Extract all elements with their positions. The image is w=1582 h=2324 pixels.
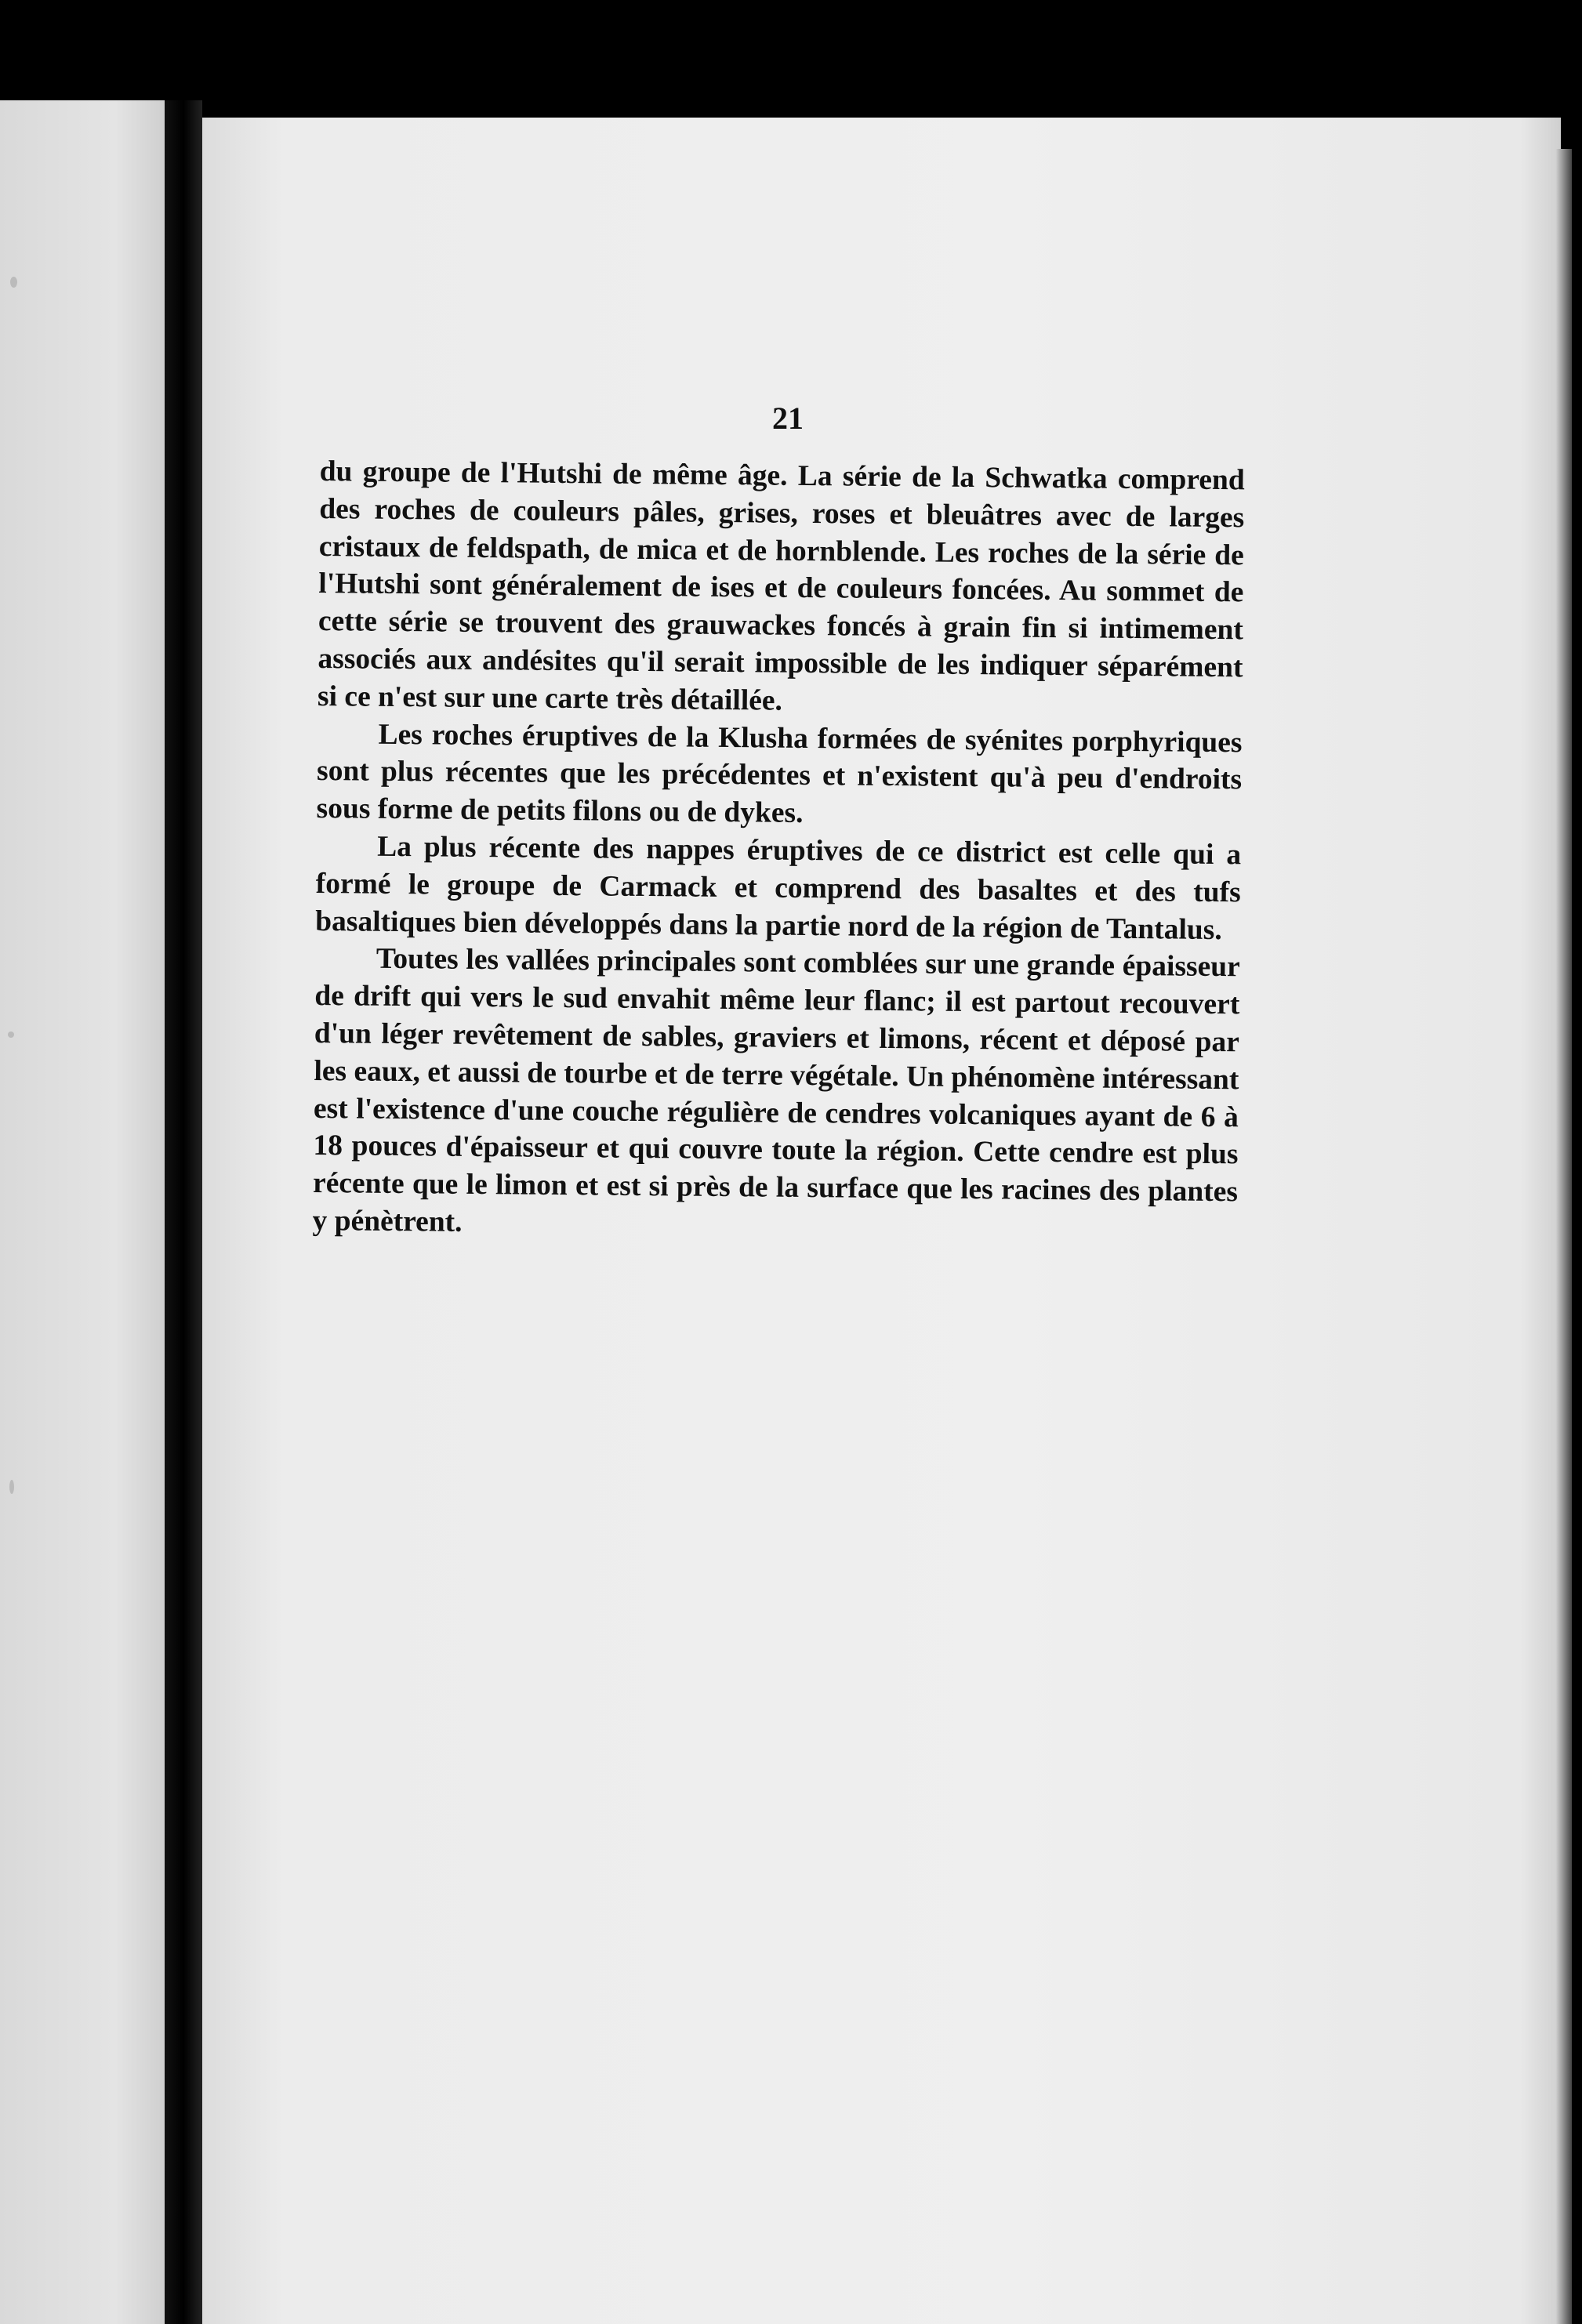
speck — [8, 1031, 14, 1038]
paragraph: La plus récente des nappes éruptives de ce district est celle qui a formé le groupe de Carmack et comprend des basaltes et des tufs basaltiques bien développés dans la partie nord de la région de Tantalus. — [315, 830, 1242, 946]
page-right-edge — [1556, 149, 1572, 2324]
paragraph: du groupe de l'Hutshi de même âge. La série de la Schwatka comprend des roches de couleurs pâles, grises, roses et bleuâtres avec de larges cristaux de feldspath, de mica et de hornblende. Les roches de la série de l'Hutshi sont généralement de ises et de couleurs foncées. Au sommet de cette série se trouvent des grauwackes foncés à grain fin si intimement associés aux andésites qu'il serait impossible de les indiquer séparément si ce n'est sur une carte très détaillée. — [317, 455, 1245, 717]
page-number: 21 — [772, 401, 804, 436]
body-text — [312, 453, 1245, 1249]
speck — [9, 1480, 14, 1494]
speck — [10, 277, 17, 288]
paragraph: Les roches éruptives de la Klusha formées de syénites porphyriques sont plus récentes que les précédentes et n'existent qu'à peu d'endroits sous forme de petits filons ou de dykes. — [316, 718, 1243, 830]
paragraph: Toutes les vallées principales sont comblées sur une grande épaisseur de drift qui vers le sud envahit même leur flanc; il est partout recouvert d'un léger revêtement de sables, graviers et limons, récent et déposé par les eaux, et aussi de tourbe et de terre végétale. Un phénomène intéressant est l'existence d'une couche régulière de cendres volcaniques ayant de 6 à 18 pouces d'épaisseur et qui couvre toute la région. Cette cendre est plus récente que le limon et est si près de la surface que les racines des plantes y pénètrent. — [312, 943, 1240, 1238]
